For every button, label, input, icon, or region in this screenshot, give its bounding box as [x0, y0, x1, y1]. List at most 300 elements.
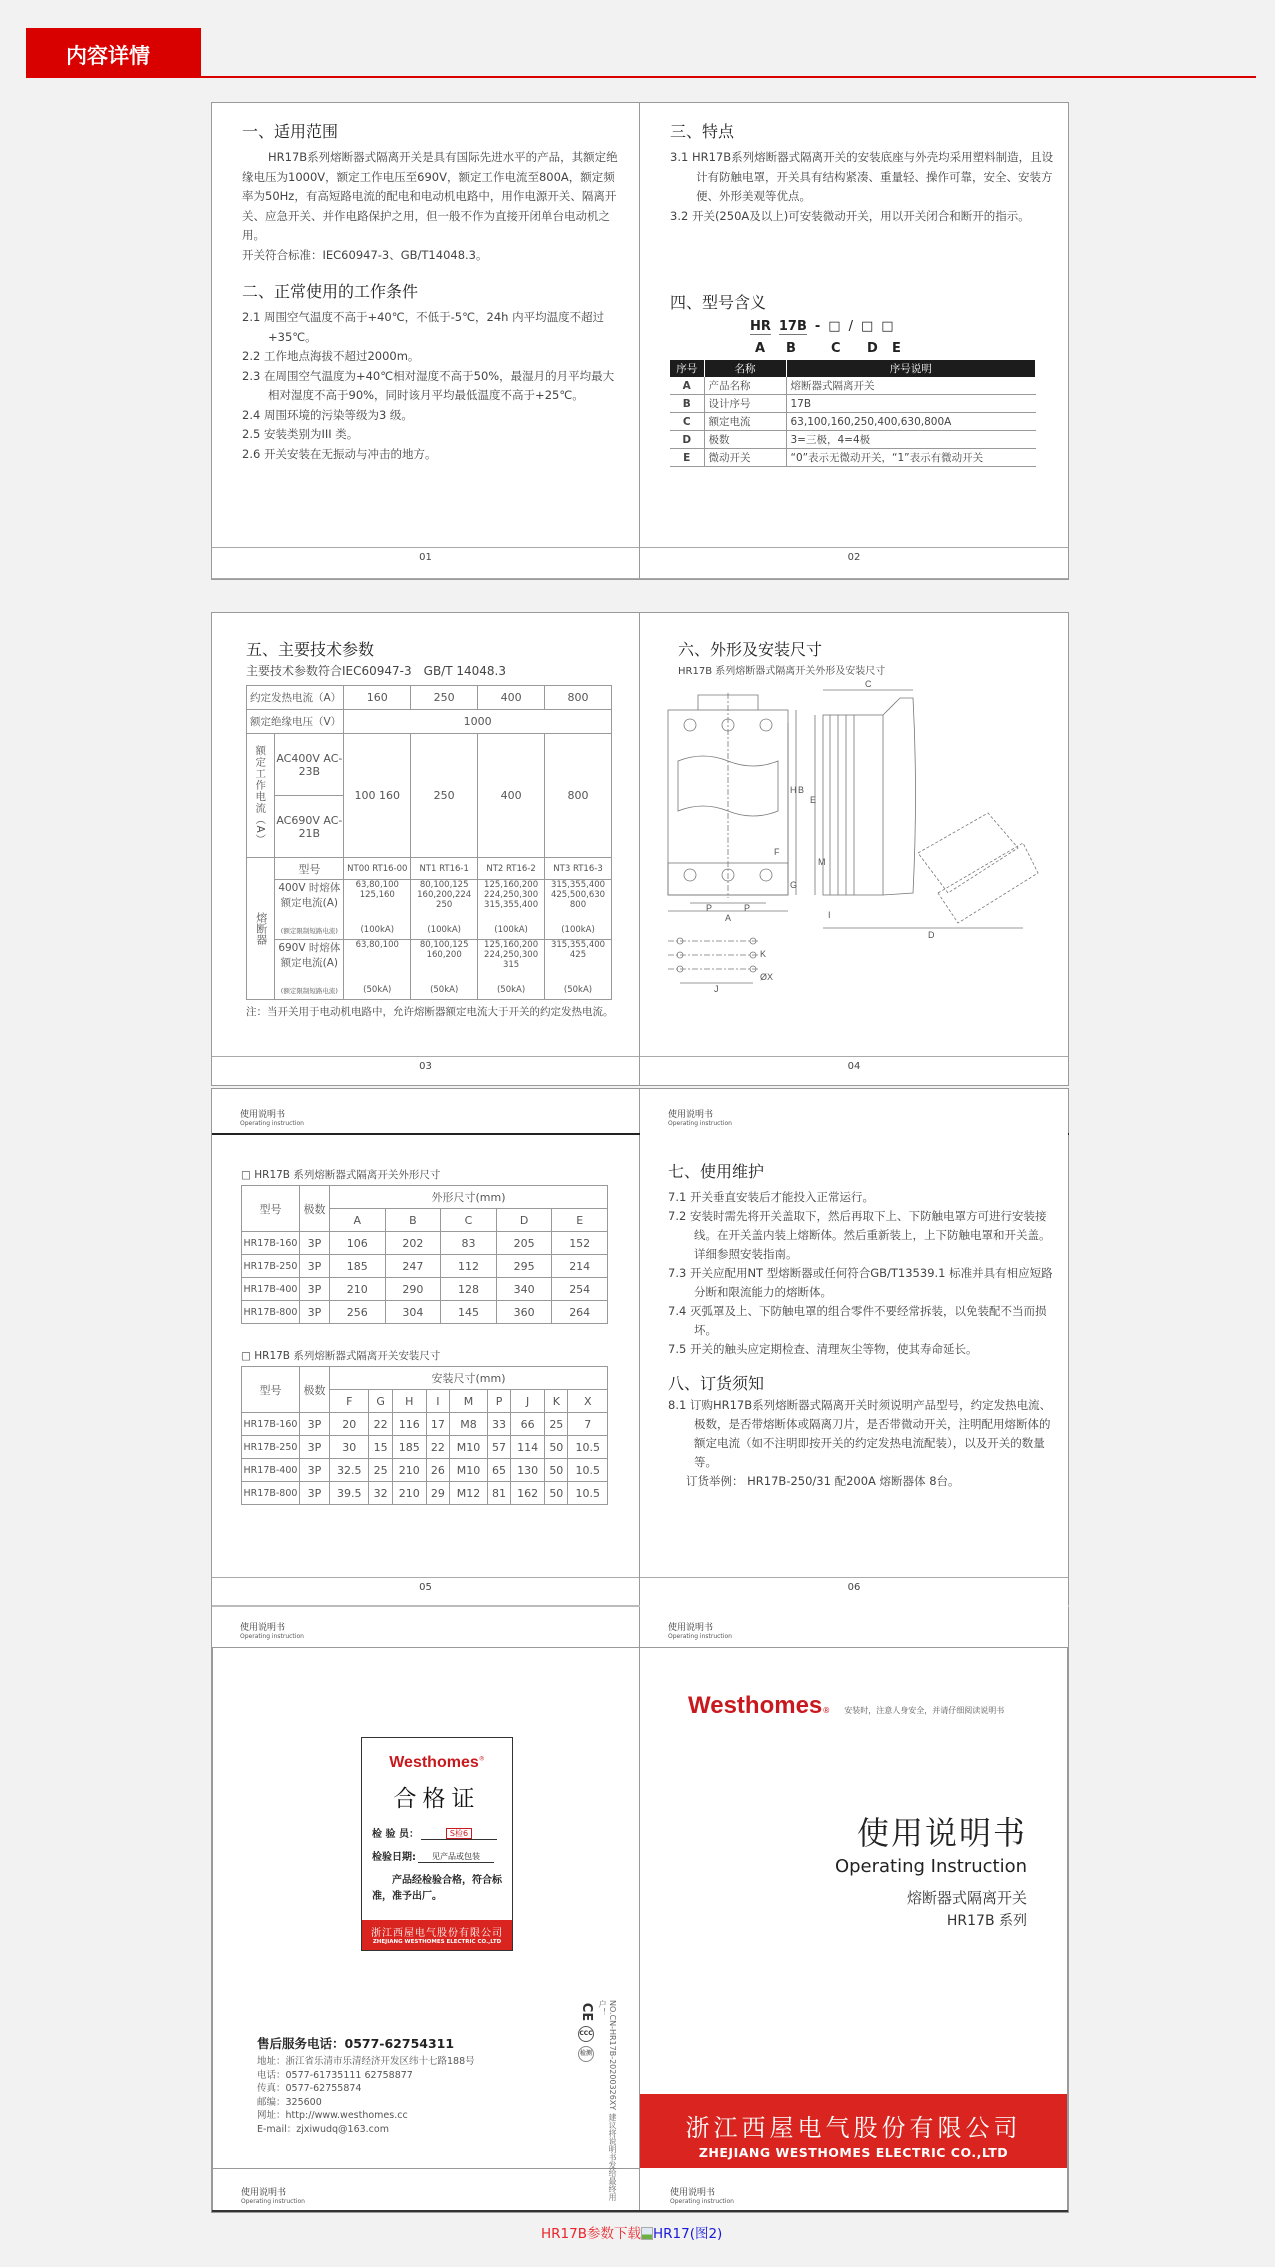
row-label: AC690V AC-21B	[275, 796, 344, 858]
cell: (100kA)	[344, 922, 411, 940]
running-header	[668, 1111, 732, 1127]
cell: (50kA)	[344, 982, 411, 1000]
page-number: 02	[847, 552, 861, 563]
section-tab-content-detail: 内容详情	[26, 28, 201, 78]
cell: E	[670, 449, 704, 467]
table-row	[670, 431, 1036, 449]
footer-rule	[213, 2168, 639, 2169]
row-label: 额定绝缘电压（V）	[247, 710, 344, 734]
code-part: HR	[750, 319, 771, 334]
cell: 17	[426, 1413, 449, 1436]
page-number: 04	[847, 1061, 861, 1072]
col-header: 型号	[242, 1186, 300, 1232]
cert-company-cn: 浙江西屋电气股份有限公司	[371, 1928, 503, 1939]
cell: 63,80,100	[344, 940, 411, 982]
document-number: NO.CN-HR17B-20200326XY	[608, 2000, 617, 2111]
list-item: 2.5 安装类别为III 类。	[242, 427, 359, 441]
running-header-en: Operating instruction	[670, 2197, 734, 2205]
list-item: 7.2 安装时需先将开关盖取下，然后再取下上、下防触电罩方可进行安装接线。在开关盖内装上熔断体。然后重新装上，上下防触电罩和开关盖。详细参照安装指南。	[668, 1209, 1051, 1261]
cell: 210	[392, 1482, 426, 1505]
running-header	[240, 1111, 304, 1127]
cell: HR17B-800	[242, 1301, 300, 1324]
cell: D	[670, 431, 704, 449]
cell: 185	[392, 1436, 426, 1459]
list-item: 2.3 在周围空气温度为+40℃相对湿度不高于50%，最湿月的月平均最大相对湿度不高于90%，同时该月平均最低温度不高于+25℃。	[242, 368, 615, 402]
col-header: 安装尺寸(mm)	[330, 1367, 608, 1390]
company-name-en: ZHEJIANG WESTHOMES ELECTRIC CO.,LTD	[698, 2145, 1009, 2160]
code-letter: A	[755, 341, 766, 356]
page-number: 06	[847, 1582, 861, 1593]
download-links	[541, 2222, 722, 2242]
col-header: J	[511, 1390, 545, 1413]
cell: 152	[552, 1232, 608, 1255]
col-header: 序号	[670, 360, 704, 377]
code-part: □	[828, 319, 841, 334]
row-label: (额定限制短路电流)	[275, 982, 344, 1000]
certification-marks	[576, 2000, 596, 2066]
code-letter: B	[786, 341, 796, 356]
row-label: 约定发热电流（A）	[247, 686, 344, 710]
col-header: D	[496, 1209, 552, 1232]
cell: 256	[330, 1301, 386, 1324]
cover-series: HR17B 系列	[946, 1913, 1027, 1929]
list-item: 2.4 周围环境的污染等级为3 级。	[242, 407, 413, 422]
section-2-title: 二、正常使用的工作条件	[242, 282, 419, 301]
code-part: □	[860, 319, 874, 334]
contact-line: 邮编：325600	[257, 2096, 322, 2108]
list-item: 3.1 HR17B系列熔断器式隔离开关的安装底座与外壳均采用塑料制造，且设计有防触电罩，开关具有结构紧凑、重量轻、操作可靠，安全、安装方便、外形美观等优点。	[670, 150, 1054, 203]
cell: 214	[552, 1255, 608, 1278]
contact-line: 地址：浙江省乐清市乐清经济开发区纬十七路188号	[257, 2056, 475, 2067]
cert-company-en: ZHEJIANG WESTHOMES ELECTRIC CO.,LTD	[372, 1939, 502, 1945]
section-6-title: 六、外形及安装尺寸	[678, 640, 823, 659]
table-row	[670, 377, 1036, 395]
ccc-mark-icon: CCC	[578, 2026, 594, 2042]
outline-dimensions-table	[241, 1185, 608, 1324]
cell: 112	[441, 1255, 497, 1278]
cell: 315,355,400 425,500,630 800	[545, 880, 612, 922]
manual-sheet-3	[211, 1088, 1069, 1648]
list-item: 2.2 工作地点海拔不超过2000m。	[242, 349, 420, 363]
cell: 315,355,400 425	[545, 940, 612, 982]
dim-label: H	[790, 785, 797, 795]
section-5-subtitle: 主要技术参数符合IEC60947-3 GB/T 14048.3	[246, 664, 506, 678]
cell: 极数	[704, 431, 786, 449]
cell: 106	[330, 1232, 386, 1255]
cell: 3P	[300, 1255, 330, 1278]
cert-title: 合格证	[393, 1786, 481, 1812]
cell: (100kA)	[411, 922, 478, 940]
list-item: 7.4 灭弧罩及上、下防触电罩的组合零件不要经常拆装，以免装配不当而损坏。	[668, 1304, 1047, 1337]
contact-block	[257, 2034, 475, 2136]
cell: 290	[385, 1278, 441, 1301]
dim-label: K	[760, 949, 767, 959]
page-03	[212, 613, 640, 1085]
vertical-note	[597, 2000, 617, 2212]
header-divider	[26, 76, 1256, 78]
col-header: A	[330, 1209, 386, 1232]
safety-tagline: 安装时，注意人身安全，并请仔细阅读说明书	[844, 1706, 1005, 1715]
section-1-body: HR17B系列熔断器式隔离开关是具有国际先进水平的产品，其额定绝缘电压为1000V，额定工作电压至690V，额定工作电流至800A，额定频率为50Hz，有高短路电流的配电和电动机电路中，用作电源开关、隔离开关、应急开关、并作电路保护之用，但一般不作为直接开闭单台电动机之用。	[242, 150, 618, 242]
dim-label: I	[828, 910, 831, 920]
list-item: 7.1 开关垂直安装后才能投入正常运行。	[668, 1190, 874, 1204]
table-row	[242, 1459, 608, 1482]
dim-label: D	[928, 930, 935, 940]
cell: HR17B-250	[242, 1436, 300, 1459]
col-header: M	[449, 1390, 487, 1413]
cell: 10.5	[568, 1482, 608, 1505]
inspection-mark-icon: 检测	[578, 2046, 594, 2062]
cell: NT00 RT16-00	[344, 858, 411, 880]
cell: 400	[478, 734, 545, 858]
col-header: F	[330, 1390, 369, 1413]
cell: 360	[496, 1301, 552, 1324]
cell: 80,100,125 160,200,224 250	[411, 880, 478, 922]
code-letter: E	[892, 341, 901, 356]
cover-product: 熔断器式隔离开关	[906, 1889, 1027, 1907]
cell: 254	[552, 1278, 608, 1301]
cell: 熔断器式隔离开关	[786, 377, 1036, 395]
col-header: 极数	[300, 1186, 330, 1232]
col-header: B	[385, 1209, 441, 1232]
manual-sheet-covers	[211, 1648, 1069, 2213]
cell: 10.5	[568, 1459, 608, 1482]
section-2-list	[242, 308, 622, 464]
date-value: 见产品或包装	[418, 1851, 494, 1863]
running-header	[240, 1624, 304, 1640]
cell: 250	[411, 734, 478, 858]
section-1-title: 一、适用范围	[242, 122, 339, 141]
cell: (100kA)	[545, 922, 612, 940]
dim-label: P	[706, 903, 713, 913]
order-example: 订货举例： HR17B-250/31 配200A 熔断器体 8台。	[686, 1474, 960, 1488]
contact-line: 传真：0577-62755874	[257, 2083, 362, 2094]
list-item: 2.1 周围空气温度不高于+40℃，不低于-5℃，24h 内平均温度不超过+35℃。	[242, 310, 605, 344]
cell: 额定电流	[704, 413, 786, 431]
footer-rule	[640, 1056, 1068, 1057]
code-part: □	[881, 319, 894, 334]
cell: 205	[496, 1232, 552, 1255]
contact-line[interactable]: 网址：http://www.westhomes.cc	[257, 2110, 408, 2121]
dim-label: P	[744, 903, 751, 913]
cell: HR17B-250	[242, 1255, 300, 1278]
row-label: 型号	[275, 858, 344, 880]
cell: HR17B-400	[242, 1459, 300, 1482]
footer-rule	[640, 578, 1068, 579]
table-row	[670, 413, 1036, 431]
dim-label: C	[865, 679, 872, 689]
cell: 130	[511, 1459, 545, 1482]
cell: 20	[330, 1413, 369, 1436]
cell: 10.5	[568, 1436, 608, 1459]
cell: M12	[449, 1482, 487, 1505]
cell: 66	[511, 1413, 545, 1436]
col-header: 外形尺寸(mm)	[330, 1186, 608, 1209]
cell: 304	[385, 1301, 441, 1324]
cell: 264	[552, 1301, 608, 1324]
cell: 设计序号	[704, 395, 786, 413]
cell: HR17B-160	[242, 1232, 300, 1255]
outline-table-title: □ HR17B 系列熔断器式隔离开关外形尺寸	[241, 1169, 441, 1181]
ce-mark-icon: CE	[579, 2002, 594, 2022]
table-note: 注：当开关用于电动机电路中，允许熔断器额定电流大于开关的约定发热电流。	[246, 1006, 614, 1018]
cell: 3P	[300, 1436, 330, 1459]
cell: NT3 RT16-3	[545, 858, 612, 880]
section-8-title: 八、订货须知	[668, 1374, 765, 1393]
cell: 3=三极，4=4极	[786, 431, 1036, 449]
cell: 81	[487, 1482, 510, 1505]
cell: HR17B-400	[242, 1278, 300, 1301]
cell: (50kA)	[411, 982, 478, 1000]
cell: 39.5	[330, 1482, 369, 1505]
cell: 63,100,160,250,400,630,800A	[786, 413, 1036, 431]
cell: “0”表示无微动开关，“1”表示有微动开关	[786, 449, 1036, 467]
col-header: C	[441, 1209, 497, 1232]
footer-rule	[212, 547, 639, 548]
company-name-cn: 浙江西屋电气股份有限公司	[685, 2114, 1022, 2142]
cell: 202	[385, 1232, 441, 1255]
cell: M10	[449, 1436, 487, 1459]
dim-label: A	[725, 913, 732, 923]
row-label: 690V 时熔体额定电流(A)	[275, 940, 344, 982]
cell: 247	[385, 1255, 441, 1278]
running-header-cn: 使用说明书	[668, 1623, 714, 1633]
quality-certificate	[361, 1737, 513, 1951]
group-label: 熔断器	[247, 858, 275, 1000]
cell: 3P	[300, 1278, 330, 1301]
cell: 33	[487, 1413, 510, 1436]
col-header: P	[487, 1390, 510, 1413]
list-item: 2.6 开关安装在无振动与冲击的地方。	[242, 446, 437, 461]
table-row	[670, 395, 1036, 413]
code-part: -	[814, 319, 821, 334]
col-header: I	[426, 1390, 449, 1413]
section-7-title: 七、使用维护	[668, 1162, 765, 1181]
col-header: 型号	[242, 1367, 300, 1413]
table-row	[670, 449, 1036, 467]
cell: 210	[392, 1459, 426, 1482]
cell: 微动开关	[704, 449, 786, 467]
manual-sheet-2	[211, 612, 1069, 1086]
cell: 22	[426, 1436, 449, 1459]
distribution-note: 建议将说明书发给最终用户！	[598, 2000, 617, 2201]
cell: 32	[369, 1482, 392, 1505]
col-header: E	[552, 1209, 608, 1232]
cell: M8	[449, 1413, 487, 1436]
cell: (100kA)	[478, 922, 545, 940]
cell: 50	[545, 1482, 568, 1505]
cell: 产品名称	[704, 377, 786, 395]
footer-rule	[212, 1056, 639, 1057]
inspector-label: 检 验 员：	[372, 1829, 419, 1840]
cell: 17B	[786, 395, 1036, 413]
footer-rule	[212, 1577, 639, 1578]
table-row	[242, 1301, 608, 1324]
image-link-hr17[interactable]: HR17(图2)	[652, 2226, 723, 2242]
list-item: 7.3 开关应配用NT 型熔断器或任何符合GB/T13539.1 标准并具有相应短路分断和限流能力的熔断体。	[668, 1266, 1053, 1299]
section-1-standard: 开关符合标准：IEC60947-3、GB/T14048.3。	[242, 247, 488, 262]
running-header	[670, 2189, 734, 2205]
cell: 25	[545, 1413, 568, 1436]
col-header: G	[369, 1390, 392, 1413]
row-label: AC400V AC-23B	[275, 734, 344, 796]
page-number: 01	[419, 552, 432, 563]
cell: 3P	[300, 1232, 330, 1255]
col-header: K	[545, 1390, 568, 1413]
cover-title-en: Operating Instruction	[834, 1856, 1027, 1877]
cert-statement: 产品经检验合格，符合标准，准予出厂。	[372, 1875, 502, 1902]
parameter-download-link[interactable]: HR17B参数下载	[541, 2226, 641, 2242]
cell: 100 160	[344, 734, 411, 858]
cert-brand-logo: Westhomes	[389, 1754, 479, 1771]
cell: HR17B-800	[242, 1482, 300, 1505]
front-cover	[640, 1648, 1068, 2212]
model-code-diagram	[750, 319, 1055, 356]
cell: 125,160,200 224,250,300 315,355,400	[478, 880, 545, 922]
section-4-title: 四、型号含义	[670, 293, 767, 312]
cell: 3P	[300, 1459, 330, 1482]
running-header-cn: 使用说明书	[241, 2188, 287, 2198]
cell: 145	[441, 1301, 497, 1324]
cell: 128	[441, 1278, 497, 1301]
cell: 83	[441, 1232, 497, 1255]
table-row	[242, 1413, 608, 1436]
running-header-en: Operating instruction	[240, 1119, 304, 1127]
code-letter: C	[831, 341, 841, 356]
registered-mark: ®	[478, 1755, 485, 1763]
manual-sheet-1	[211, 102, 1069, 580]
sheet-bottom-rule	[212, 2210, 1068, 2212]
running-header	[241, 2189, 305, 2205]
section-6-subtitle: HR17B 系列熔断器式隔离开关外形及安装尺寸	[678, 666, 886, 677]
table-row	[242, 1255, 608, 1278]
cell: 800	[545, 734, 612, 858]
dim-label: F	[774, 847, 780, 857]
cell: M10	[449, 1459, 487, 1482]
service-hotline: 售后服务电话：0577-62754311	[257, 2036, 455, 2051]
cell: 25	[369, 1459, 392, 1482]
col-header: 序号说明	[786, 360, 1036, 377]
footer-rule	[212, 578, 639, 579]
cell: 57	[487, 1436, 510, 1459]
cell: 185	[330, 1255, 386, 1278]
col-header: 极数	[300, 1367, 330, 1413]
running-header-en: Operating instruction	[668, 1632, 732, 1640]
footer-rule	[640, 1577, 1068, 1578]
cell: HR17B-160	[242, 1413, 300, 1436]
table-row	[242, 1278, 608, 1301]
cell: 29	[426, 1482, 449, 1505]
brand-logo: Westhomes	[688, 1692, 823, 1719]
dim-label: J	[714, 984, 719, 994]
dim-label: M	[818, 857, 826, 867]
cover-title-cn: 使用说明书	[856, 1814, 1027, 1852]
cell: 162	[511, 1482, 545, 1505]
list-item: 7.5 开关的触头应定期检查、清理灰尘等物，使其寿命延长。	[668, 1342, 978, 1356]
cell: A	[670, 377, 704, 395]
contact-line[interactable]: E-mail：zjxiwudq@163.com	[257, 2123, 389, 2135]
col-header: H	[392, 1390, 426, 1413]
section-5-title: 五、主要技术参数	[246, 640, 375, 659]
cell: 210	[330, 1278, 386, 1301]
broken-image-icon	[641, 2227, 653, 2240]
cover-title-block	[835, 1808, 1027, 1930]
cell: 63,80,100 125,160	[344, 880, 411, 922]
install-dimensions-table	[241, 1366, 608, 1505]
tech-params-table	[246, 685, 612, 1000]
col-header: 名称	[704, 360, 786, 377]
cell: 114	[511, 1436, 545, 1459]
cert-company-band	[362, 1920, 512, 1950]
contact-line: 电话：0577-61735111 62758877	[257, 2069, 413, 2081]
install-table-title: □ HR17B 系列熔断器式隔离开关安装尺寸	[241, 1350, 441, 1362]
cell: 125,160,200 224,250,300 315	[478, 940, 545, 982]
cell: 250	[411, 686, 478, 710]
page-06	[640, 1089, 1068, 1647]
cell: NT1 RT16-1	[411, 858, 478, 880]
cell: 160	[344, 686, 411, 710]
section-3-title: 三、特点	[670, 122, 735, 141]
brand-row	[688, 1692, 1004, 1720]
running-header	[668, 1624, 732, 1640]
group-label: 额定工作电流（A）	[247, 734, 275, 858]
page-number: 03	[419, 1061, 432, 1072]
date-label: 检验日期:	[372, 1852, 416, 1863]
cell: 400	[478, 686, 545, 710]
cell: 1000	[344, 710, 612, 734]
cell: 50	[545, 1459, 568, 1482]
code-part: /	[848, 319, 853, 334]
page-04	[640, 613, 1068, 1085]
cell: 30	[330, 1436, 369, 1459]
running-header-cn: 使用说明书	[670, 2188, 716, 2198]
cell: 295	[496, 1255, 552, 1278]
cell: 80,100,125 160,200	[411, 940, 478, 982]
table-row	[242, 1482, 608, 1505]
cell: C	[670, 413, 704, 431]
cell: 340	[496, 1278, 552, 1301]
running-header-en: Operating instruction	[240, 1632, 304, 1640]
row-label: (额定限制短路电流)	[275, 922, 344, 940]
cell: (50kA)	[478, 982, 545, 1000]
dimension-drawing	[668, 679, 1068, 994]
company-band	[640, 2094, 1067, 2168]
cell: B	[670, 395, 704, 413]
running-header-cn: 使用说明书	[668, 1110, 714, 1120]
table-row	[242, 1232, 608, 1255]
cell: 3P	[300, 1413, 330, 1436]
dim-label: E	[810, 795, 817, 805]
cell: NT2 RT16-2	[478, 858, 545, 880]
running-header-cn: 使用说明书	[240, 1110, 286, 1120]
cell: 7	[568, 1413, 608, 1436]
cell: 116	[392, 1413, 426, 1436]
cell: 65	[487, 1459, 510, 1482]
cell: 50	[545, 1436, 568, 1459]
code-part: 17B	[778, 319, 807, 334]
col-header: X	[568, 1390, 608, 1413]
list-item: 3.2 开关(250A及以上)可安装微动开关，用以开关闭合和断开的指示。	[670, 208, 1030, 223]
table-row	[242, 1436, 608, 1459]
model-meaning-table	[670, 360, 1036, 467]
running-header-cn: 使用说明书	[240, 1623, 286, 1633]
dim-label: G	[790, 880, 798, 890]
row-label: 400V 时熔体额定电流(A)	[275, 880, 344, 922]
footer-rule	[640, 547, 1068, 548]
cell: 3P	[300, 1482, 330, 1505]
cell: 3P	[300, 1301, 330, 1324]
registered-mark: ®	[822, 1706, 831, 1715]
